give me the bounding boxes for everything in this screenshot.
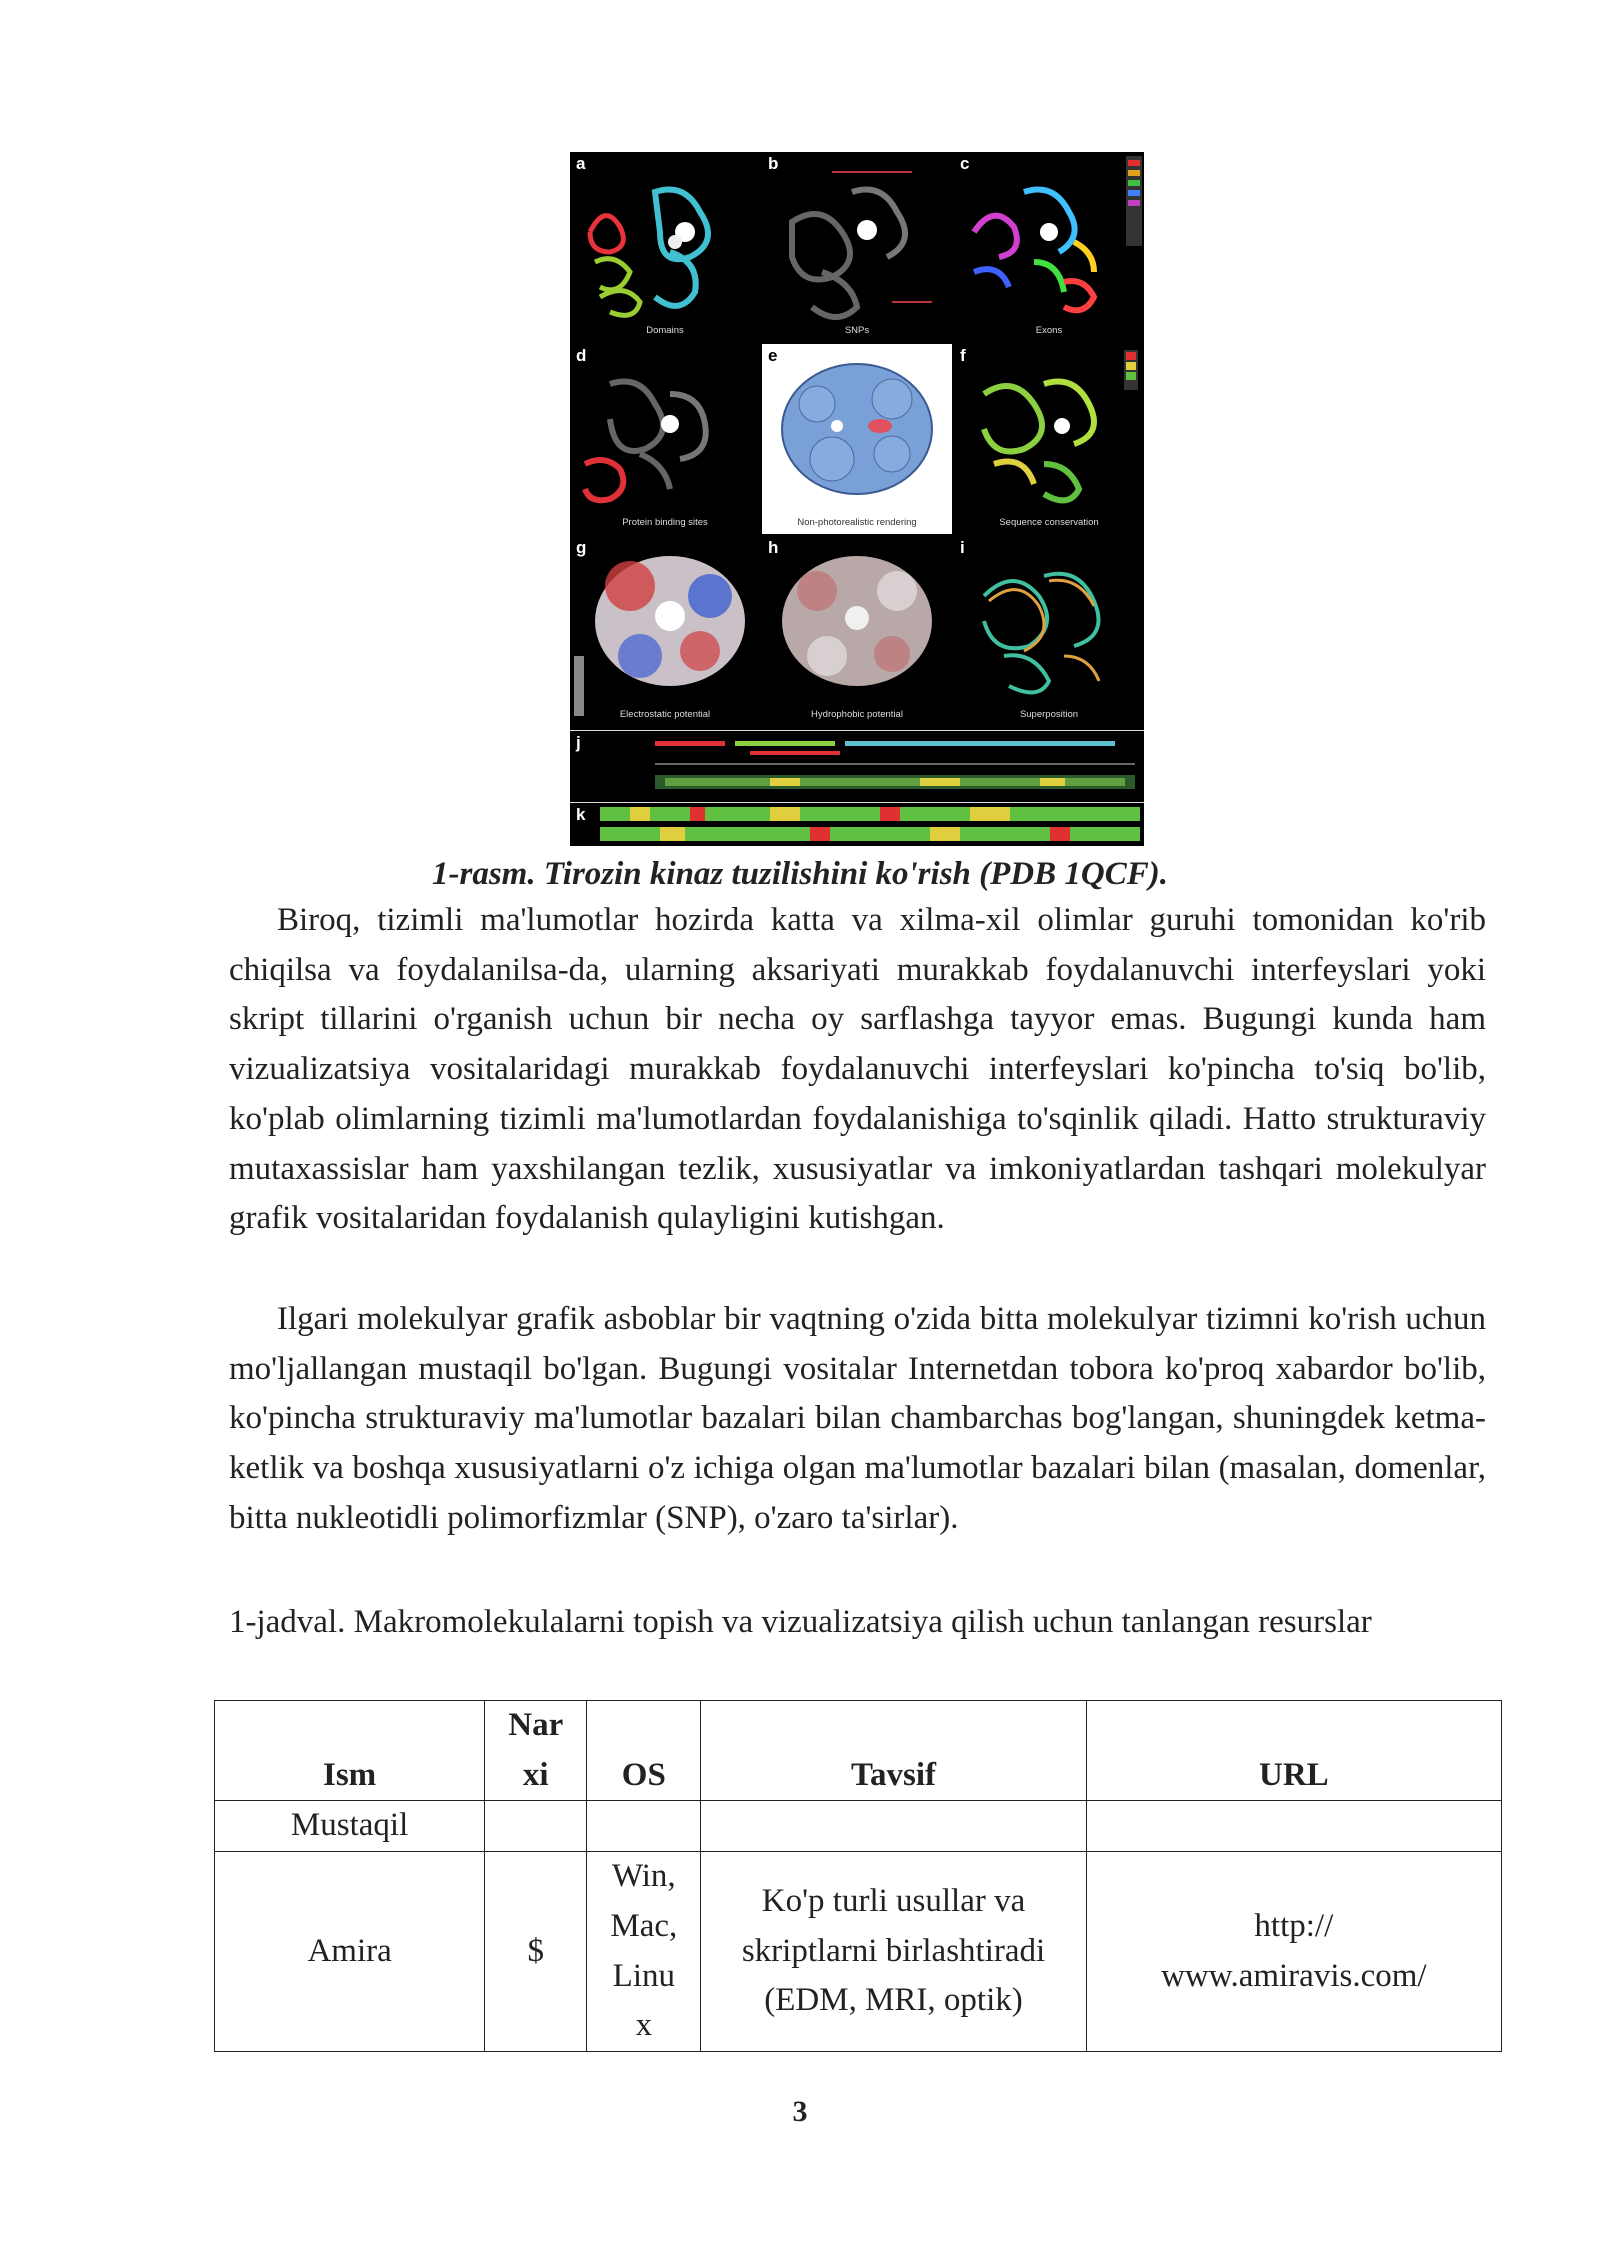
- panel-caption: Protein binding sites: [622, 517, 708, 528]
- panel-letter: j: [576, 733, 581, 752]
- cell-name: Amira: [215, 1852, 485, 2052]
- panel-caption: SNPs: [844, 325, 870, 336]
- table-cell: [587, 1801, 701, 1852]
- protein-structure-image: [954, 152, 1144, 342]
- cell-os-line: x: [635, 2007, 653, 2044]
- panel-letter: b: [768, 154, 779, 173]
- table-cell: [1086, 1801, 1501, 1852]
- panel-letter: k: [576, 805, 586, 824]
- panel-g: [570, 536, 760, 726]
- panel-letter: e: [768, 346, 778, 365]
- protein-structure-image: [954, 344, 1144, 534]
- panel-letter: a: [576, 154, 586, 173]
- panel-c: [954, 152, 1144, 342]
- panel-caption: Hydrophobic potential: [811, 709, 903, 720]
- table-row: [215, 1852, 1502, 2052]
- panel-b: [762, 152, 952, 342]
- conservation-track-image: [570, 803, 1144, 847]
- protein-structure-image: [570, 152, 760, 342]
- protein-structure-image: [762, 152, 952, 342]
- header-url: URL: [1086, 1701, 1501, 1801]
- header-os: OS: [587, 1701, 701, 1801]
- panel-letter: g: [576, 538, 587, 557]
- panel-k: [570, 802, 1144, 847]
- url-line[interactable]: www.amiravis.com/: [1161, 1957, 1427, 1994]
- table-section-row: [215, 1801, 1502, 1852]
- paragraph-text: Biroq, tizimli ma'lumotlar hozirda katta va xilma-xil olimlar guruhi tomonidan ko'rib chiqilsa va foydalanilsa-da, ularning aksariyati murakkab foydalanuvchi interfeyslari yoki skript tillarini o'rganish uchun bir necha oy sarflashga tayyor emas. Bugungi kunda ham vizualizatsiya vositalaridagi murakkab foydalanuvchi interfeyslari ko'pincha to'siq bo'lib, ko'plab olimlarning tizimli ma'lumotlardan foydalanishiga to'sqinlik qiladi. Hatto strukturaviy mutaxassislar ham yaxshilangan tezlik, xususiyatlar va imkoniyatlardan tashqari molekulyar grafik vositalaridan foydalanish qulayligini kutishgan.: [229, 902, 1486, 1237]
- cell-description-line: skriptlarni birlashtiradi: [741, 1932, 1046, 1969]
- table-header-row: [215, 1701, 1502, 1801]
- header-price-line: Nar: [508, 1707, 564, 1743]
- panel-letter: i: [960, 538, 965, 557]
- resources-table: [214, 1700, 1502, 2052]
- panel-letter: d: [576, 346, 587, 365]
- panel-i: [954, 536, 1144, 726]
- section-label: Mustaqil: [215, 1801, 485, 1852]
- cell-os-line: Linu: [612, 1957, 675, 1994]
- header-price-line: xi: [522, 1756, 549, 1793]
- sequence-track-image: [570, 731, 1144, 801]
- header-description: Tavsif: [701, 1701, 1086, 1801]
- protein-structure-image: [570, 344, 760, 534]
- panel-caption: Non-photorealistic rendering: [797, 517, 917, 528]
- paragraph-text: Ilgari molekulyar grafik asboblar bir vaqtning o'zida bitta molekulyar tizimni ko'rish uchun mo'ljallangan mustaqil bo'lgan. Bugungi vositalar Internetdan tobora ko'proq xabardor bo'lib, ko'pincha strukturaviy ma'lumotlar bazalari bilan chambarchas bog'langan, shuningdek ketma-ketlik va boshqa xususiyatlarni o'z ichiga olgan ma'lumotlar bazalari bilan (masalan, domenlar, bitta nukleotidli polimorfizmlar (SNP), o'zaro ta'sirlar).: [229, 1301, 1486, 1536]
- protein-surface-image: [570, 536, 760, 726]
- panel-caption: Electrostatic potential: [619, 709, 711, 720]
- cell-description-line: (EDM, MRI, optik): [764, 1982, 1023, 2019]
- page-number: 3: [792, 2095, 808, 2128]
- url-line[interactable]: http://: [1254, 1907, 1334, 1944]
- cell-os: [587, 1852, 701, 2052]
- panel-caption: Domains: [646, 325, 684, 336]
- cell-url[interactable]: [1086, 1852, 1501, 2052]
- panel-j: [570, 730, 1144, 801]
- paragraph-1: [229, 896, 1486, 1244]
- panel-letter: f: [960, 346, 966, 365]
- cell-os-line: Win,: [611, 1858, 676, 1895]
- panel-f: [954, 344, 1144, 534]
- protein-superposition-image: [954, 536, 1144, 726]
- table-caption: 1-jadval. Makromolekulalarni topish va vizualizatsiya qilish uchun tanlangan resurslar: [229, 1604, 1372, 1640]
- panel-caption: Superposition: [1019, 709, 1079, 720]
- panel-letter: h: [768, 538, 779, 557]
- panel-h: [762, 536, 952, 726]
- paragraph-2: [229, 1295, 1486, 1544]
- figure-protein-visualization: [570, 152, 1144, 846]
- cell-price: $: [485, 1852, 587, 2052]
- figure-caption: 1-rasm. Tirozin kinaz tuzilishini ko'rish (PDB 1QCF).: [432, 856, 1168, 892]
- cell-os-line: Mac,: [610, 1907, 678, 1944]
- panel-d: [570, 344, 760, 534]
- panel-e: [762, 344, 952, 534]
- table-cell: [701, 1801, 1086, 1852]
- header-price: [485, 1701, 587, 1801]
- protein-surface-image: [762, 536, 952, 726]
- header-name: Ism: [215, 1701, 485, 1801]
- cell-description: [701, 1852, 1086, 2052]
- cell-description-line: Ko'p turli usullar va: [761, 1882, 1026, 1919]
- panel-caption: Exons: [1035, 325, 1063, 336]
- panel-a: [570, 152, 760, 342]
- panel-letter: c: [960, 154, 970, 173]
- table-cell: [485, 1801, 587, 1852]
- protein-surface-image: [762, 344, 952, 534]
- panel-caption: Sequence conservation: [999, 517, 1099, 528]
